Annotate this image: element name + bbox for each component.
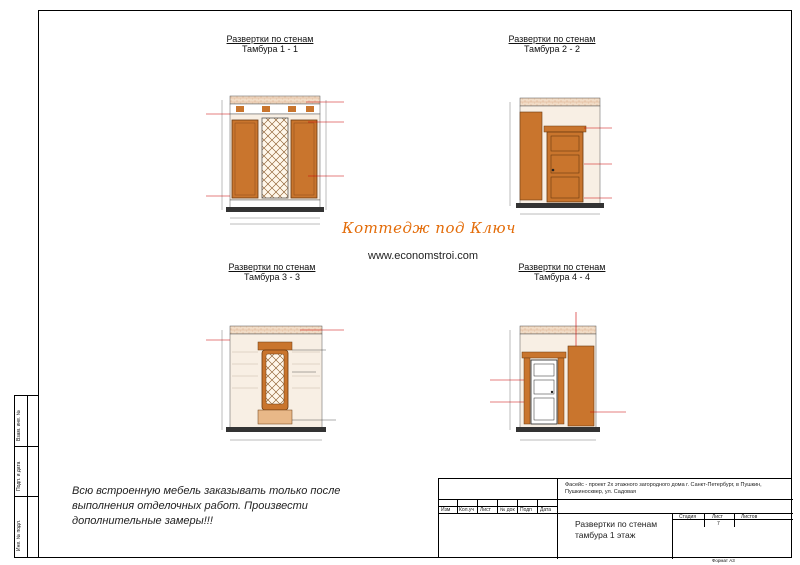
side-strip-label: Взам. инв. № — [16, 410, 22, 441]
side-strip-label: Инв. № подл. — [16, 519, 22, 551]
view-title-1: Развертки по стенам Тамбура 1 - 1 — [226, 34, 314, 54]
col-header: Кол.уч — [459, 507, 474, 513]
view-title-2: Развертки по стенам Тамбура 2 - 2 — [508, 34, 596, 54]
view-3-drawing — [206, 326, 344, 440]
stage-header: Стадия — [679, 514, 697, 520]
title-block — [438, 478, 792, 558]
view-2-drawing — [510, 98, 612, 214]
view-title-3: Развертки по стенам Тамбура 3 - 3 — [228, 262, 316, 282]
watermark-brand: Коттедж под Ключ — [342, 219, 516, 237]
view-4-drawing — [490, 312, 626, 440]
sheet-name: Развертки по стенам тамбура 1 этаж — [575, 519, 658, 540]
side-strip-label: Подп. и дата — [16, 461, 22, 491]
format-label: Формат А3 — [712, 558, 735, 563]
col-header: Лист — [480, 507, 491, 513]
website-url[interactable]: www.economstroi.com — [368, 250, 479, 262]
col-header: № док — [500, 507, 515, 513]
furniture-note: Всю встроенную мебель заказывать только после выполнения отделочных работ. Произвести дополнительные замеры!!! — [72, 485, 341, 527]
project-description: Фасейс - проект 2х этажного загородного дома г. Санкт-Петербург, в Пушкин, Пушкиносквер, ул. Садовая — [565, 482, 762, 495]
view-title-4: Развертки по стенам Тамбура 4 - 4 — [518, 262, 606, 282]
sheet-number: 7 — [717, 521, 720, 527]
sheet-header: Лист — [712, 514, 723, 520]
view-1-drawing — [206, 96, 344, 224]
col-header: Изм — [441, 507, 451, 513]
sheets-header: Листов — [741, 514, 758, 520]
col-header: Дата — [540, 507, 552, 513]
col-header: Подп — [520, 507, 532, 513]
